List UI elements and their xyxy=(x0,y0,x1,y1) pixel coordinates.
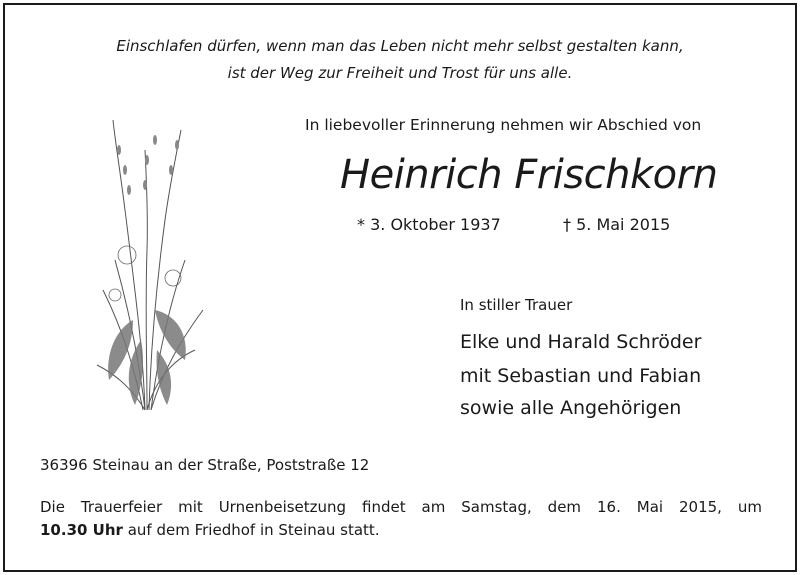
service-text-line-2 xyxy=(40,519,762,542)
service-location: auf dem Friedhof in Steinau statt. xyxy=(127,521,380,539)
mourner-line-1: Elke und Harald Schröder xyxy=(460,331,702,353)
service-time: 10.30 Uhr xyxy=(40,521,123,539)
mourner-line-2: mit Sebastian und Fabian xyxy=(460,365,702,387)
quote-line-2: ist der Weg zur Freiheit und Trost für uns alle. xyxy=(227,64,573,82)
deceased-name: Heinrich Frischkorn xyxy=(340,152,718,198)
farewell-intro: In liebevoller Erinnerung nehmen wir Abschied von xyxy=(305,116,702,134)
mourning-label: In stiller Trauer xyxy=(460,296,573,314)
death-date: † 5. Mai 2015 xyxy=(563,215,671,234)
birth-date: * 3. Oktober 1937 xyxy=(357,215,501,234)
quote-line-1: Einschlafen dürfen, wenn man das Leben nicht mehr selbst gestalten kann, xyxy=(116,37,684,55)
grass-flower-illustration xyxy=(85,110,215,420)
funeral-service-info xyxy=(40,496,762,542)
mourner-line-3: sowie alle Angehörigen xyxy=(460,397,682,419)
service-text-line-1: Die Trauerfeier mit Urnenbeisetzung findet am Samstag, dem 16. Mai 2015, um xyxy=(40,498,762,516)
family-address: 36396 Steinau an der Straße, Poststraße 12 xyxy=(40,456,370,474)
